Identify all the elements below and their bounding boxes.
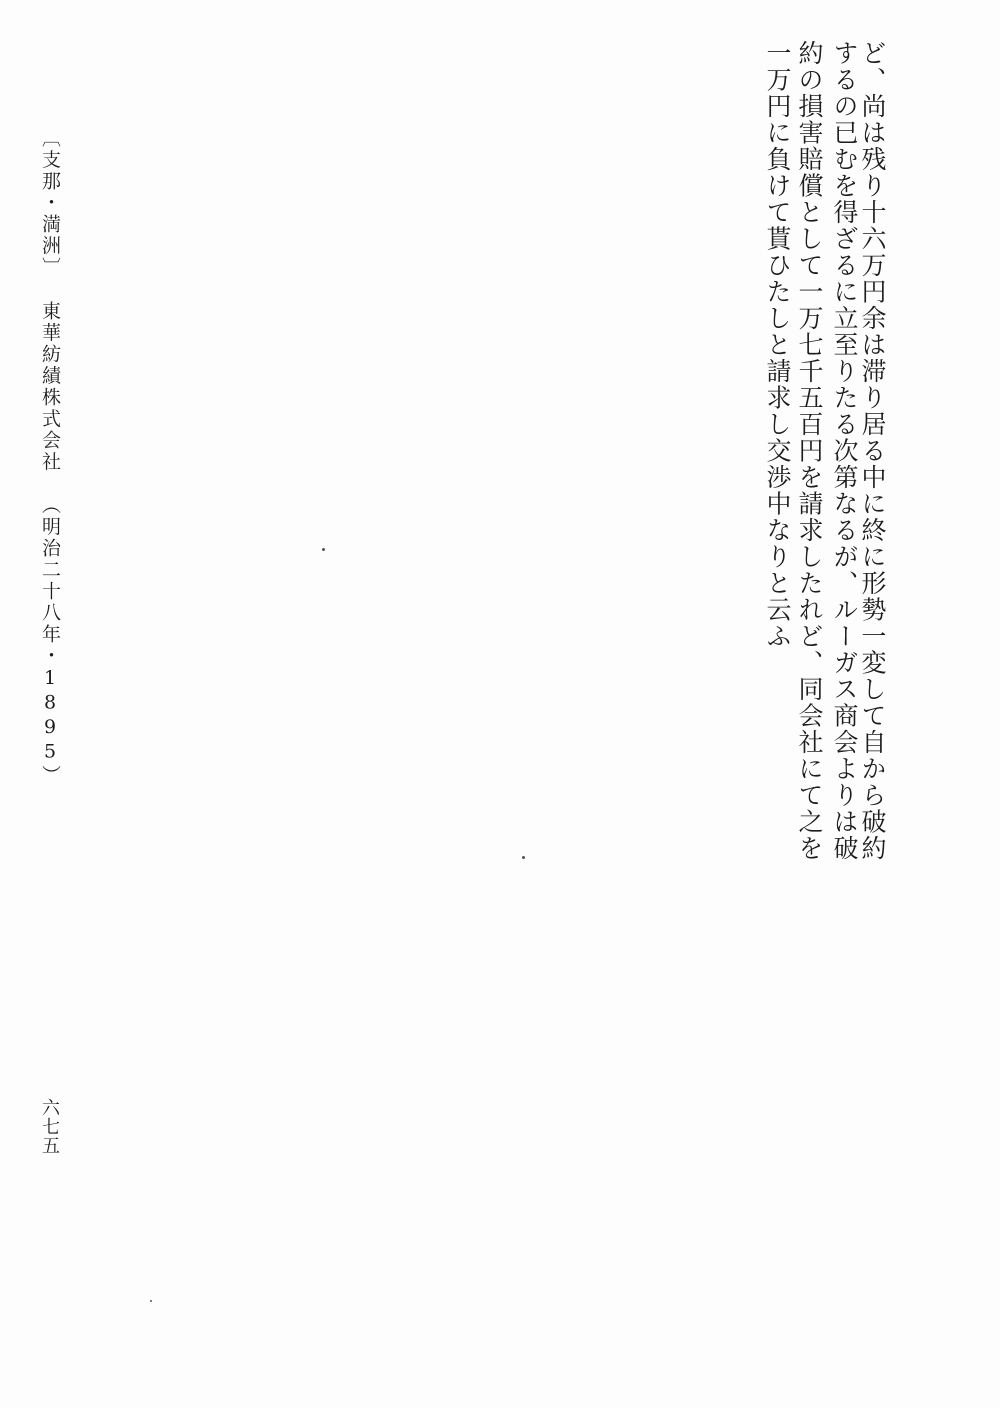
running-header xyxy=(40,128,59,786)
body-text-line: 約の損害賠償として一万七千五百円を請求したれど、同会社にて之を xyxy=(795,40,824,862)
body-text-line: ど、尚は残り十六万円余は滞り居る中に終に形勢一変して自から破約 xyxy=(858,40,887,862)
body-text-line: するの已むを得ざるに立至りたる次第なるが、ルーガス商会よりは破 xyxy=(830,40,859,862)
scan-speck xyxy=(322,548,325,551)
header-section: 〔支那・満洲〕 xyxy=(39,128,61,279)
scan-speck xyxy=(150,1300,152,1302)
page-number: 六七五 xyxy=(39,1098,60,1155)
header-date: （明治二十八年・1895） xyxy=(39,494,61,786)
scan-speck xyxy=(522,856,525,859)
body-text-line: 一万円に負けて貰ひたしと請求し交渉中なりと云ふ xyxy=(763,40,792,650)
header-company: 東華紡績株式会社 xyxy=(39,300,61,473)
